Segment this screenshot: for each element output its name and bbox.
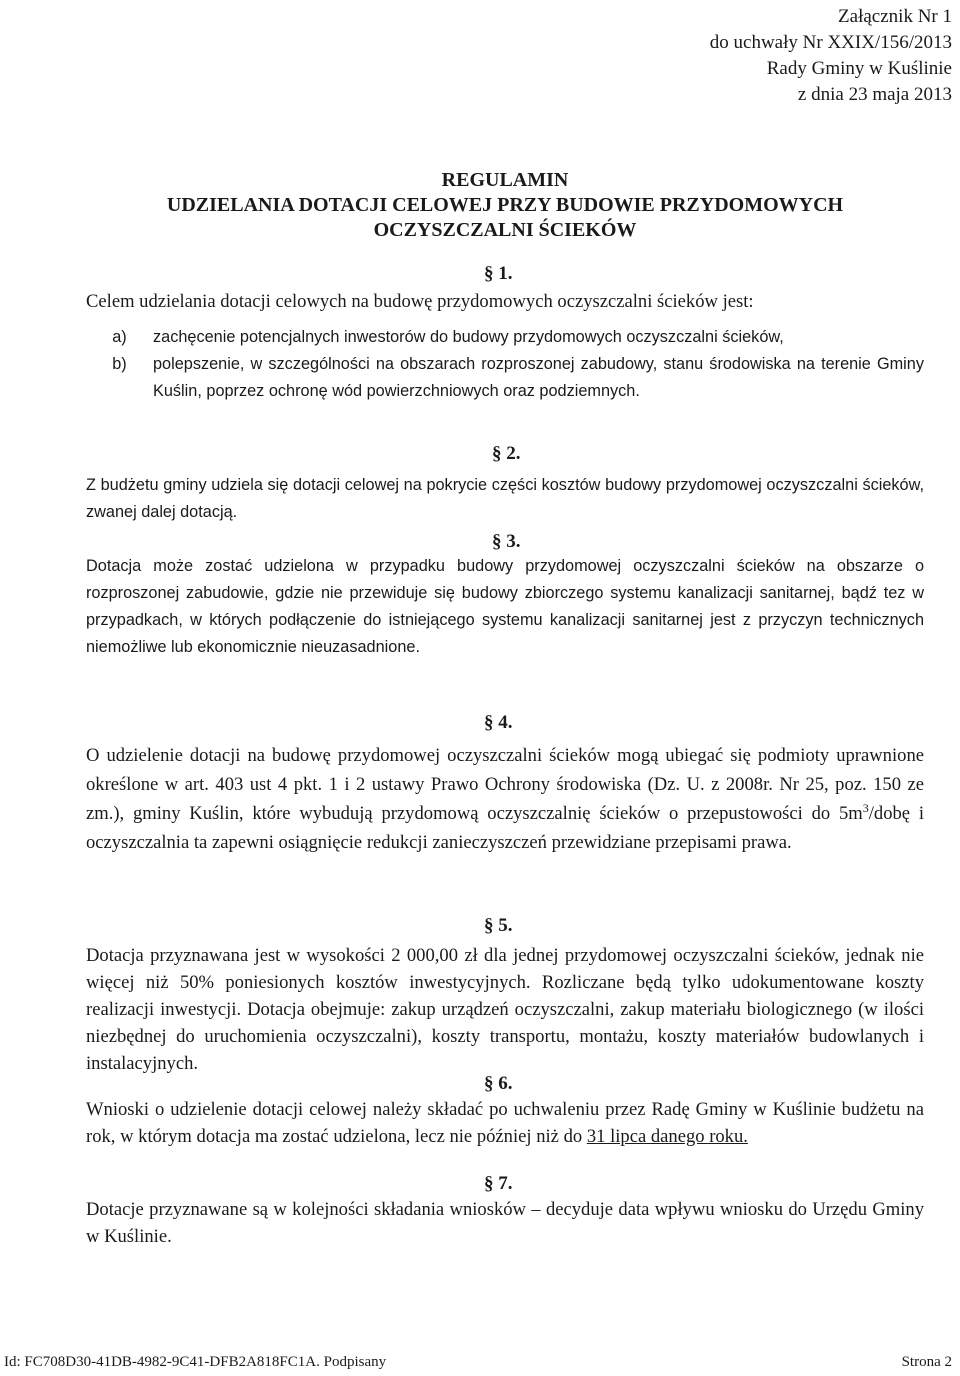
annex-header [710, 4, 952, 108]
section-1-number: 1. [498, 263, 513, 284]
list-text-a: zachęcenie potencjalnych inwestorów do budowy przydomowych oczyszczalni ścieków, [153, 328, 784, 346]
section-6-number: 6. [498, 1073, 513, 1094]
section-6-text [86, 1096, 924, 1150]
annex-line-1: Załącznik Nr 1 [838, 6, 952, 27]
annex-line-2: do uchwały Nr XXIX/156/2013 [709, 32, 952, 53]
superscript-cubic: 3 [862, 800, 869, 815]
section-1-list [86, 324, 924, 405]
section-sign: § [484, 263, 494, 284]
section-2-number: 2. [506, 443, 521, 464]
section-4-text [86, 741, 924, 857]
list-item-a [86, 324, 924, 351]
section-6-text-before: Wnioski o udzielenie dotacji celowej należy składać po uchwaleniu przez Radę Gminy w Kuślinie budżetu na rok, w którym dotacja ma zostać udzielona, lecz nie później niż do [86, 1099, 924, 1147]
section-sign: § [484, 712, 494, 733]
section-3-heading [492, 531, 521, 553]
section-1-heading [484, 263, 513, 285]
list-item-b [86, 351, 924, 405]
section-7-number: 7. [498, 1173, 513, 1194]
section-sign: § [492, 443, 502, 464]
section-sign: § [484, 1173, 494, 1194]
document-id: Id: FC708D30-41DB-4982-9C41-DFB2A818FC1A. Podpisany [4, 1354, 387, 1370]
section-3-number: 3. [506, 531, 521, 552]
section-sign: § [484, 915, 494, 936]
section-4-text-after: /dobę i oczyszczalnia ta zapewni osiągnięcie redukcji zanieczyszczeń przewidziane przepisami prawa. [86, 803, 924, 853]
title-line-2: UDZIELANIA DOTACJI CELOWEJ PRZY BUDOWIE PRZYDOMOWYCH [166, 194, 844, 216]
list-marker-b: b) [112, 355, 127, 373]
annex-line-4: z dnia 23 maja 2013 [797, 84, 952, 105]
section-2-heading [492, 443, 521, 465]
list-text-b: polepszenie, w szczególności na obszarach rozproszonej zabudowy, stanu środowiska na terenie Gminy Kuślin, poprzez ochronę wód powierzchniowych oraz podziemnych. [153, 355, 924, 400]
page-number: Strona 2 [901, 1354, 952, 1370]
section-4-text-before: O udzielenie dotacji na budowę przydomowej oczyszczalni ścieków mogą ubiegać się podmioty uprawnione określone w art. 403 ust 4 pkt. 1 i 2 ustawy Prawo Ochrony środowiska (Dz. U. z 2008r. Nr 25, poz. 150 ze zm.), gminy Kuślin, które wybudują przydomową oczyszczalnię ścieków o przepustowości do 5m [86, 745, 924, 824]
section-5-heading [484, 915, 513, 937]
section-sign: § [492, 531, 502, 552]
section-5-text: Dotacja przyznawana jest w wysokości 2 000,00 zł dla jednej przydomowej oczyszczalni ścieków, jednak nie więcej niż 50% poniesionych kosztów inwestycyjnych. Rozliczane będą tylko udokumentowane koszty realizacji inwestycji. Dotacja obejmuje: zakup urządzeń oczyszczalni, zakup materiału biologicznego (w ilości niezbędnej do uruchomienia oczyszczalni), koszty transportu, montażu, koszty materiałów budowlanych i instalacyjnych. [86, 945, 924, 1074]
section-1-intro: Celem udzielania dotacji celowych na budowę przydomowych oczyszczalni ścieków jest: [86, 291, 754, 312]
section-5-number: 5. [498, 915, 513, 936]
title-line-1: REGULAMIN [441, 169, 569, 191]
document-title [0, 168, 960, 243]
section-4-number: 4. [498, 712, 513, 733]
section-7-heading [484, 1173, 513, 1195]
section-4-heading [484, 712, 513, 734]
section-3-text: Dotacja może zostać udzielona w przypadku budowy przydomowej oczyszczalni ścieków na obszarze o rozproszonej zabudowie, gdzie nie przewiduje się budowy zbiorczego systemu kanalizacji sanitarnej, bądź tez w przypadkach, w których podłączenie do istniejącego systemu kanalizacji sanitarnej jest z przyczyn technicznych niemożliwe lub ekonomicznie nieuzasadnione. [86, 557, 924, 656]
page-footer [4, 1354, 952, 1371]
section-7-text: Dotacje przyznawane są w kolejności składania wniosków – decyduje data wpływu wniosku do Urzędu Gminy w Kuślinie. [86, 1199, 924, 1247]
title-line-3: OCZYSZCZALNI ŚCIEKÓW [373, 219, 637, 241]
section-6-heading [484, 1073, 513, 1095]
section-2-text: Z budżetu gminy udziela się dotacji celowej na pokrycie części kosztów budowy przydomowej oczyszczalni ścieków, zwanej dalej dotacją. [86, 476, 924, 521]
annex-line-3: Rady Gminy w Kuślinie [766, 58, 952, 79]
section-sign: § [484, 1073, 494, 1094]
list-marker-a: a) [112, 328, 127, 346]
deadline-underlined: 31 lipca danego roku. [586, 1126, 748, 1147]
